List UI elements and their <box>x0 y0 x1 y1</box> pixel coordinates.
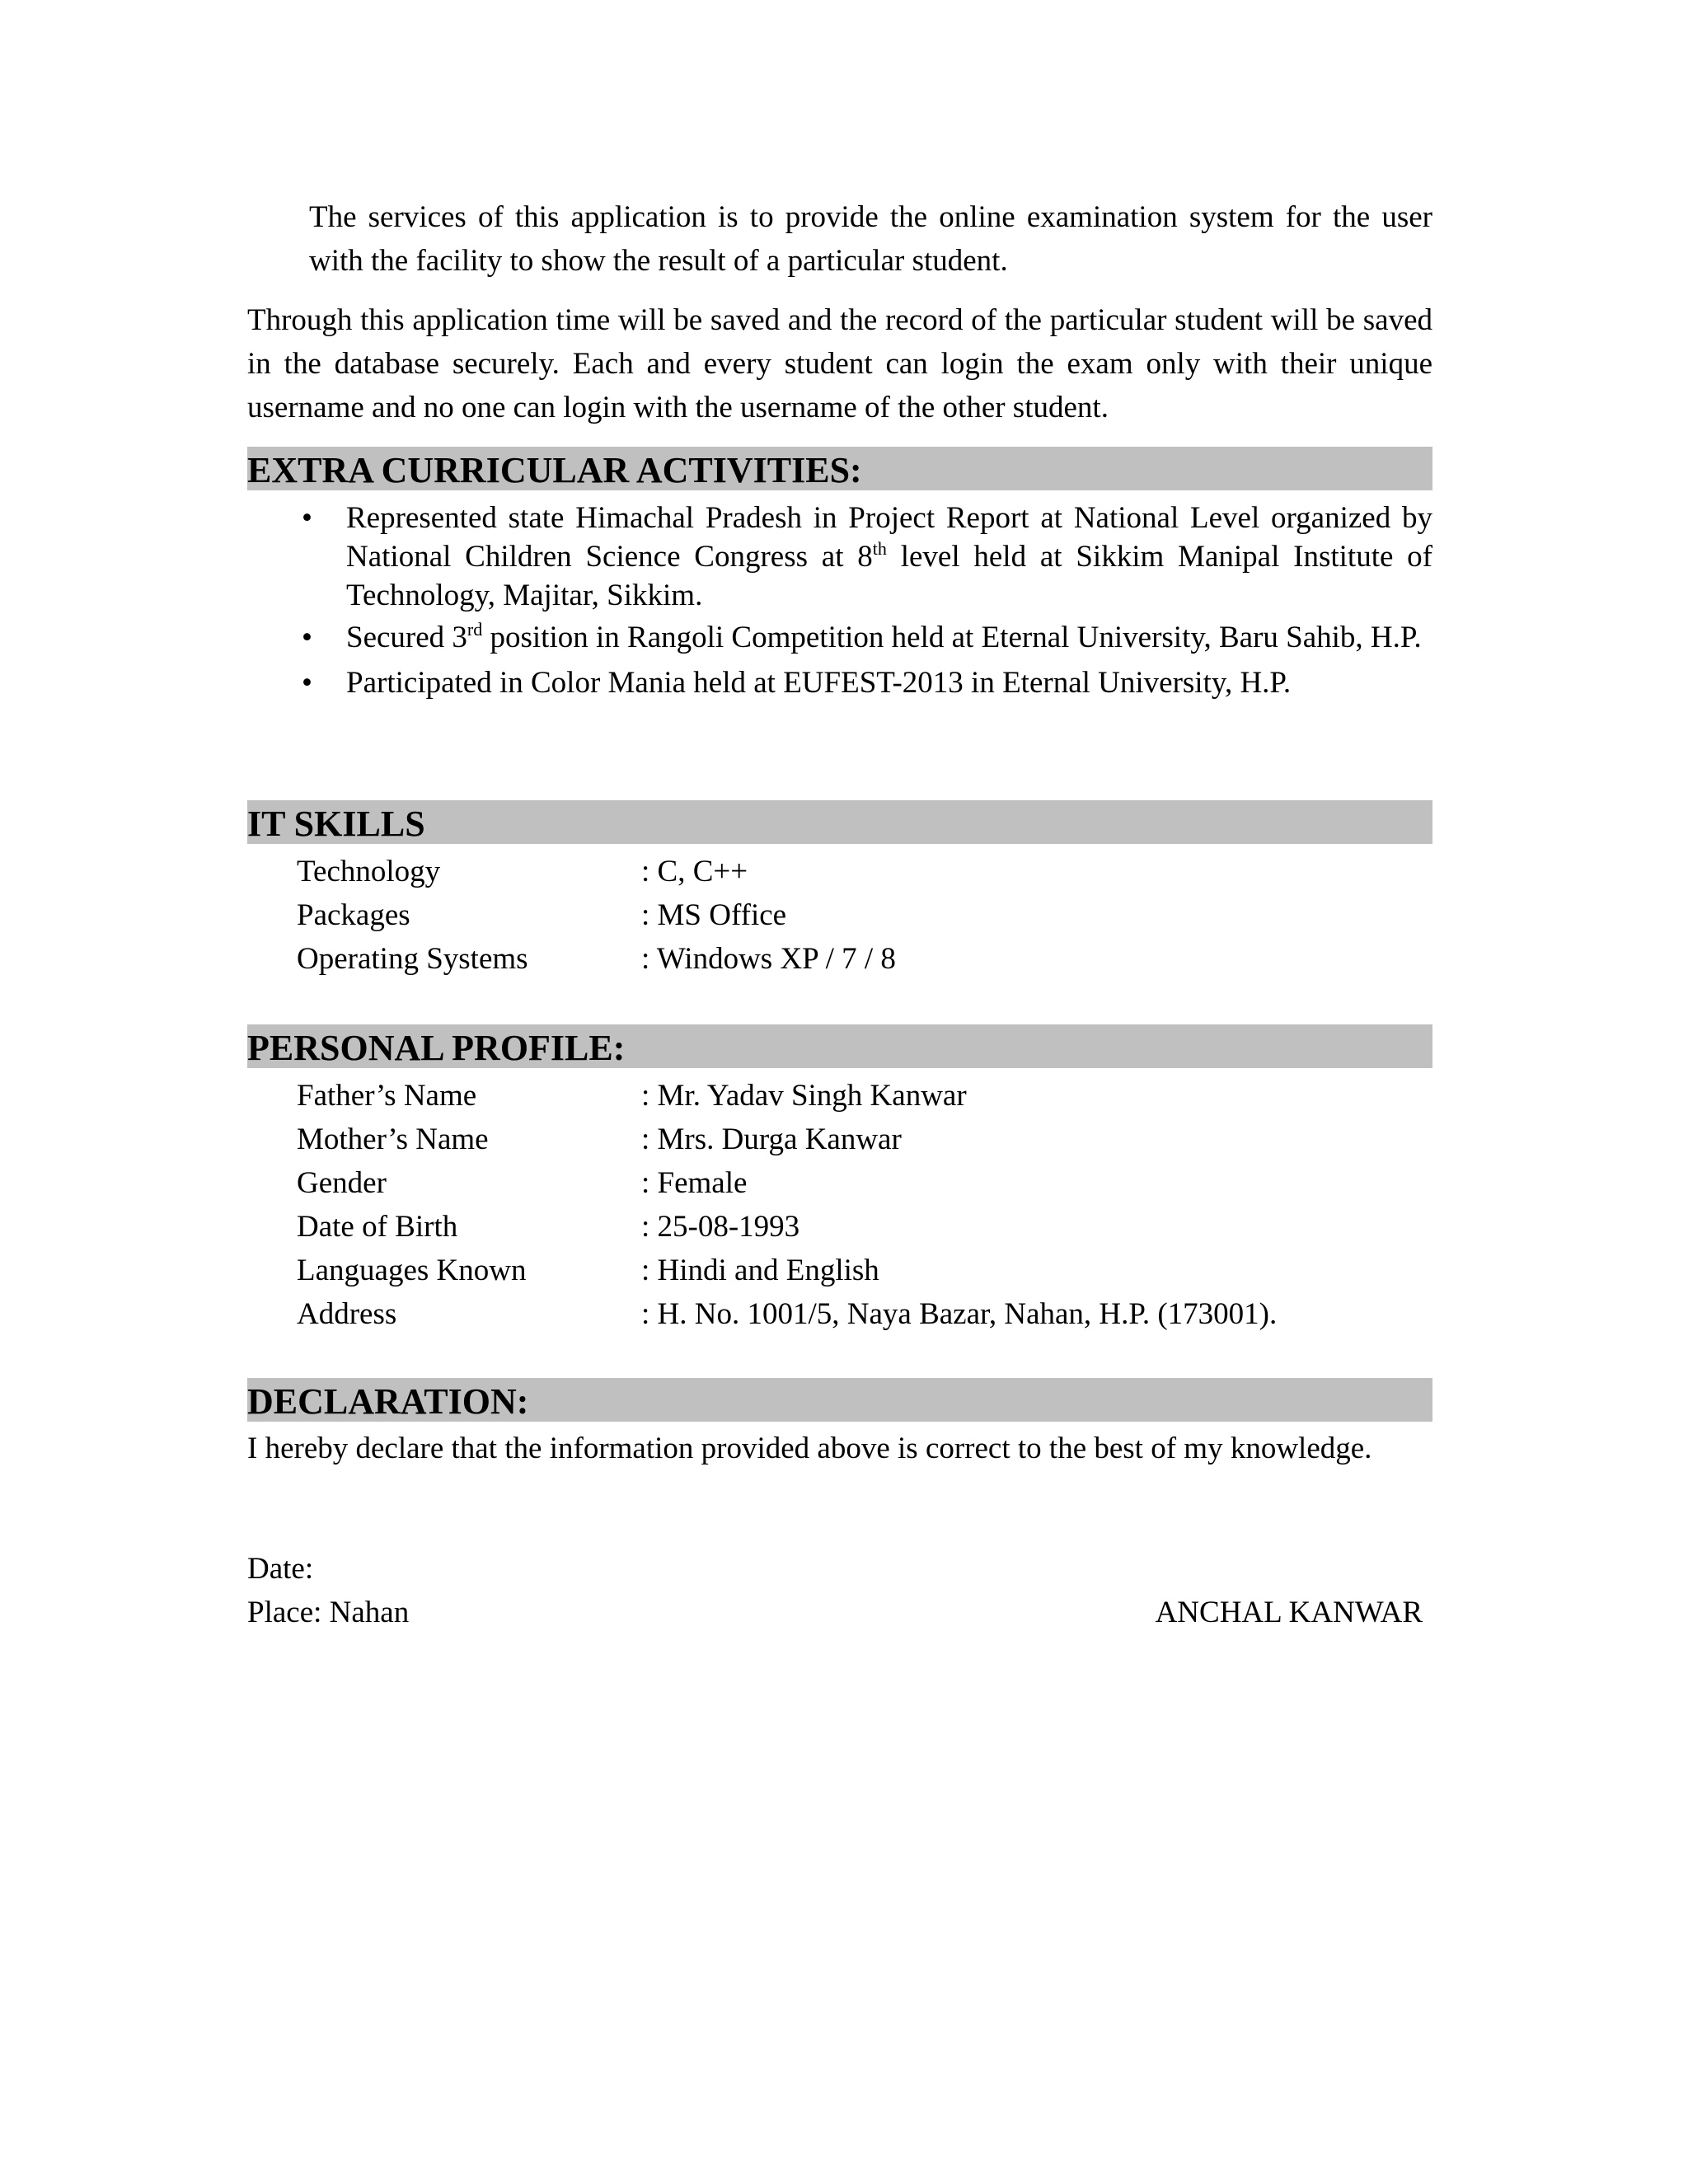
profile-label: Address <box>297 1297 397 1331</box>
extra-curricular-heading: EXTRA CURRICULAR ACTIVITIES: <box>247 447 1432 490</box>
bullet-icon: • <box>302 501 312 535</box>
profile-value: : Female <box>641 1166 748 1200</box>
date-label: Date: <box>247 1552 314 1586</box>
profile-label: Mother’s Name <box>297 1122 489 1156</box>
table-row <box>297 1161 1451 1205</box>
date-line <box>247 1547 1423 1591</box>
personal-profile-heading: PERSONAL PROFILE: <box>247 1024 1432 1068</box>
activity-text: Participated in Color Mania held at EUFEST-2013 in Eternal University, H.P. <box>346 666 1292 700</box>
skill-label: Operating Systems <box>297 942 528 976</box>
extra-curricular-list <box>247 499 1432 705</box>
list-item <box>247 660 1432 705</box>
profile-label: Gender <box>297 1166 387 1200</box>
declaration-text: I hereby declare that the information provided above is correct to the best of my knowledge. <box>247 1432 1372 1465</box>
list-item <box>247 615 1432 660</box>
table-row <box>297 850 1451 893</box>
place-label: Place: Nahan <box>247 1596 410 1629</box>
profile-value: : H. No. 1001/5, Naya Bazar, Nahan, H.P. (173001). <box>641 1297 1278 1331</box>
profile-label: Father’s Name <box>297 1079 477 1113</box>
profile-value: : Mr. Yadav Singh Kanwar <box>641 1079 967 1113</box>
profile-value: : 25-08-1993 <box>641 1210 800 1244</box>
project-services-text: The services of this application is to provide the online examination system for the user with the facility to show the result of a particular student. <box>309 200 1432 278</box>
table-row <box>297 937 1451 981</box>
it-skills-heading: IT SKILLS <box>247 800 1432 844</box>
personal-profile-table <box>297 1074 1451 1336</box>
bullet-icon: • <box>302 666 312 700</box>
table-row <box>297 1118 1451 1161</box>
profile-label: Languages Known <box>297 1254 527 1287</box>
skill-value: : Windows XP / 7 / 8 <box>641 942 896 976</box>
table-row <box>297 1074 1451 1118</box>
declaration-heading: DECLARATION: <box>247 1378 1432 1422</box>
it-skills-table <box>297 850 1451 981</box>
bullet-icon: • <box>302 621 312 654</box>
list-item <box>247 499 1432 615</box>
signature-name: ANCHAL KANWAR <box>1155 1596 1423 1629</box>
profile-value: : Mrs. Durga Kanwar <box>641 1122 902 1156</box>
place-signature-line <box>247 1591 1423 1634</box>
activity-text: Secured 3rd position in Rangoli Competition held at Eternal University, Baru Sahib, H.P. <box>346 619 1422 654</box>
skill-value: : C, C++ <box>641 855 748 888</box>
profile-value: : Hindi and English <box>641 1254 879 1287</box>
activity-text: Represented state Himachal Pradesh in Project Report at National Level organized by National Children Science Congress at 8th level held at Sikkim Manipal Institute of Technology, Majitar, Sikkim. <box>346 501 1432 612</box>
skill-label: Technology <box>297 855 441 888</box>
project-benefits-paragraph: Through this application time will be saved and the record of the particular student will be saved in the database securely. Each and every student can login the exam only with their unique username and no one can login with the username of the other student. <box>247 303 1432 424</box>
profile-label: Date of Birth <box>297 1210 458 1244</box>
table-row <box>297 1205 1451 1249</box>
table-row <box>297 1292 1451 1336</box>
table-row <box>297 1249 1451 1292</box>
table-row <box>297 893 1451 937</box>
skill-label: Packages <box>297 898 410 932</box>
skill-value: : MS Office <box>641 898 787 932</box>
